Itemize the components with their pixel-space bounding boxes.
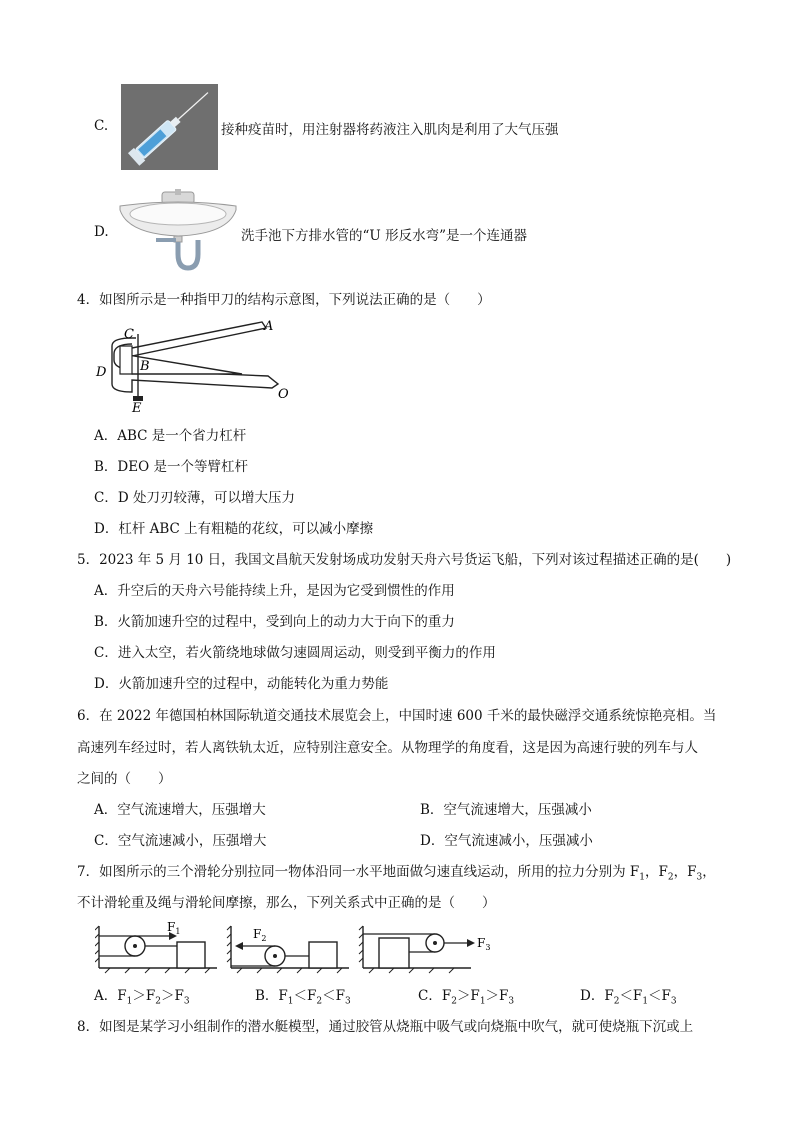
sink-icon <box>118 188 238 274</box>
q6-stem-line-3: 之间的（ ） <box>77 771 172 787</box>
pulley-diagram <box>95 922 695 974</box>
q3-option-d-text: 洗手池下方排水管的“U 形反水弯”是一个连通器 <box>241 228 527 244</box>
q7-option-a: A．$F_1>F_2>F_3$ <box>94 988 190 1007</box>
pulley-figure-3 <box>359 926 490 973</box>
q3-option-d-label: D. <box>94 224 109 240</box>
q6-option-a: A．空气流速增大，压强增大 <box>94 802 266 818</box>
q4-option-a: A．ABC 是一个省力杠杆 <box>94 428 247 444</box>
q4-stem: 4．如图所示是一种指甲刀的结构示意图，下列说法正确的是（ ） <box>77 292 491 308</box>
pulley-figure-2 <box>227 926 349 973</box>
q5-stem: 5．2023 年 5 月 10 日，我国文昌航天发射场成功发射天舟六号货运飞船，下列对该过程描述正确的是( ) <box>77 552 732 568</box>
q6-stem-line-1: 6．在 2022 年德国柏林国际轨道交通技术展览会上，中国时速 600 千米的最快磁浮交通系统惊艳亮相。当 <box>77 708 717 724</box>
q6-option-c: C．空气流速减小，压强增大 <box>94 833 267 849</box>
f1-label: $F_1$ <box>167 922 181 936</box>
q3-option-c-text: 接种疫苗时，用注射器将药液注入肌肉是利用了大气压强 <box>221 122 559 138</box>
q8-stem: 8．如图是某学习小组制作的潜水艇模型，通过胶管从烧瓶中吸气或向烧瓶中吹气，就可使烧瓶下沉或上 <box>77 1019 694 1035</box>
q6-stem-line-2: 高速列车经过时，若人离铁轨太近，应特别注意安全。从物理学的角度看，这是因为高速行驶的列车与人 <box>77 740 698 756</box>
q5-option-c: C．进入太空，若火箭绕地球做匀速圆周运动，则受到平衡力的作用 <box>94 645 496 661</box>
q7-stem-line-1: 7．如图所示的三个滑轮分别拉同一物体沿同一水平地面做匀速直线运动，所用的拉力分别为 $F_1$，$F_2$，$F_3$， <box>77 864 716 883</box>
q4-option-c: C．D 处刀刃较薄，可以增大压力 <box>94 490 295 506</box>
q7-option-b: B．$F_1<F_2<F_3$ <box>255 988 351 1007</box>
q3-option-c-label: C. <box>94 118 109 134</box>
q5-option-b: B．火箭加速升空的过程中，受到向上的动力大于向下的重力 <box>94 614 455 630</box>
q6-option-d: D．空气流速减小，压强减小 <box>420 833 593 849</box>
q7-option-c: C．$F_2>F_1>F_3$ <box>418 988 515 1007</box>
q7-option-d: D．$F_2<F_1<F_3$ <box>580 988 677 1007</box>
q4-option-b: B．DEO 是一个等臂杠杆 <box>94 459 248 475</box>
label-e: E <box>132 401 142 414</box>
q5-option-a: A．升空后的天舟六号能持续上升，是因为它受到惯性的作用 <box>94 583 455 599</box>
label-c: C <box>124 327 134 342</box>
f3-label: $F_3$ <box>477 936 491 952</box>
q6-option-b: B．空气流速增大，压强减小 <box>420 802 592 818</box>
label-a: A <box>264 319 274 334</box>
q7-stem-text: 7．如图所示的三个滑轮分别拉同一物体沿同一水平地面做匀速直线运动，所用的拉力分别为 F <box>77 864 640 880</box>
sink-image <box>118 188 238 274</box>
label-o: O <box>278 387 289 402</box>
q7-stem-line-2: 不计滑轮重及绳与滑轮间摩擦，那么，下列关系式中正确的是（ ） <box>77 895 496 911</box>
f2-label: $F_2$ <box>253 927 267 943</box>
nail-clipper-diagram <box>92 314 297 414</box>
label-d: D <box>96 365 107 380</box>
syringe-icon <box>121 84 218 170</box>
q5-option-d: D．火箭加速升空的过程中，动能转化为重力势能 <box>94 676 389 692</box>
q4-option-d: D．杠杆 ABC 上有粗糙的花纹，可以减小摩擦 <box>94 521 374 537</box>
pulley-figure-1 <box>95 922 217 973</box>
syringe-image <box>121 84 218 170</box>
label-b: B <box>140 359 150 374</box>
